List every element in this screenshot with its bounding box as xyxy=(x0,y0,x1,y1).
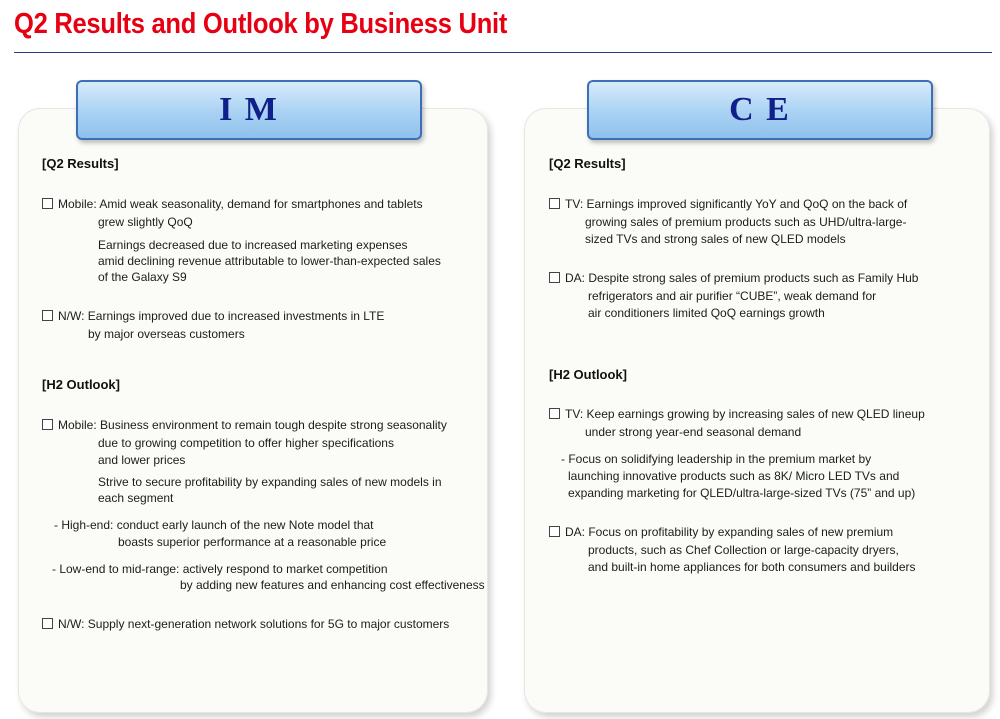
page-title: Q2 Results and Outlook by Business Unit xyxy=(14,8,508,40)
im-q2-mobile-line4: amid declining revenue attributable to lower-than-expected sales xyxy=(98,254,441,268)
im-h2-nw-line1: N/W: Supply next-generation network solutions for 5G to major customers xyxy=(58,617,450,631)
im-q2-nw-item xyxy=(42,308,384,324)
ce-h2-focus-line1: - Focus on solidifying leadership in the premium market by xyxy=(561,452,872,466)
checkbox-icon xyxy=(549,272,560,283)
im-h2-heading: [H2 Outlook] xyxy=(42,377,120,392)
ce-h2-heading: [H2 Outlook] xyxy=(549,367,627,382)
im-h2-mobile-line5: each segment xyxy=(98,491,174,505)
im-h2-mobile-line3: and lower prices xyxy=(98,453,186,467)
ce-h2-focus-line2: launching innovative products such as 8K/ Micro LED TVs and xyxy=(568,469,900,483)
ce-h2-focus-line3: expanding marketing for QLED/ultra-large-sized TVs (75” and up) xyxy=(568,486,916,500)
ce-header: C E xyxy=(587,80,933,140)
im-h2-highend-line1: - High-end: conduct early launch of the new Note model that xyxy=(54,518,374,532)
im-q2-nw-line1: N/W: Earnings improved due to increased investments in LTE xyxy=(58,309,385,323)
ce-q2-tv-line1: TV: Earnings improved significantly YoY and QoQ on the back of xyxy=(565,197,908,211)
checkbox-icon xyxy=(42,198,53,209)
im-q2-mobile-line2: grew slightly QoQ xyxy=(98,215,193,229)
im-q2-mobile-line1: Mobile: Amid weak seasonality, demand for smartphones and tablets xyxy=(58,197,423,211)
ce-q2-tv-line2: growing sales of premium products such as UHD/ultra-large- xyxy=(585,215,907,229)
ce-h2-tv-line2: under strong year-end seasonal demand xyxy=(585,425,802,439)
ce-q2-tv-item xyxy=(549,196,907,212)
ce-q2-heading: [Q2 Results] xyxy=(549,156,626,171)
ce-q2-da-item xyxy=(549,270,918,286)
im-h2-lowend-line2: by adding new features and enhancing cost effectiveness xyxy=(180,578,485,592)
ce-q2-da-line3: air conditioners limited QoQ earnings growth xyxy=(588,306,825,320)
checkbox-icon xyxy=(549,408,560,419)
im-h2-mobile-item xyxy=(42,417,447,433)
title-divider xyxy=(14,52,992,53)
checkbox-icon xyxy=(549,198,560,209)
im-q2-mobile-item xyxy=(42,196,423,212)
ce-q2-da-line1: DA: Despite strong sales of premium products such as Family Hub xyxy=(565,271,919,285)
im-h2-highend-line2: boasts superior performance at a reasonable price xyxy=(118,535,387,549)
im-h2-mobile-line2: due to growing competition to offer higher specifications xyxy=(98,436,394,450)
ce-h2-da-line2: products, such as Chef Collection or large-capacity dryers, xyxy=(588,543,899,557)
im-header: I M xyxy=(76,80,422,140)
im-q2-mobile-line3: Earnings decreased due to increased marketing expenses xyxy=(98,238,408,252)
ce-h2-tv-item xyxy=(549,406,925,422)
ce-h2-da-item xyxy=(549,524,893,540)
ce-h2-da-line3: and built-in home appliances for both consumers and builders xyxy=(588,560,916,574)
im-q2-heading: [Q2 Results] xyxy=(42,156,119,171)
im-h2-nw-item xyxy=(42,616,449,632)
im-h2-lowend-line1: - Low-end to mid-range: actively respond to market competition xyxy=(52,562,388,576)
ce-h2-da-line1: DA: Focus on profitability by expanding sales of new premium xyxy=(565,525,894,539)
checkbox-icon xyxy=(42,310,53,321)
ce-h2-tv-line1: TV: Keep earnings growing by increasing sales of new QLED lineup xyxy=(565,407,925,421)
im-q2-nw-line2: by major overseas customers xyxy=(88,327,245,341)
ce-q2-tv-line3: sized TVs and strong sales of new QLED models xyxy=(585,232,846,246)
im-q2-mobile-line5: of the Galaxy S9 xyxy=(98,270,187,284)
im-h2-mobile-line4: Strive to secure profitability by expanding sales of new models in xyxy=(98,475,442,489)
im-h2-mobile-line1: Mobile: Business environment to remain tough despite strong seasonality xyxy=(58,418,447,432)
checkbox-icon xyxy=(42,419,53,430)
checkbox-icon xyxy=(549,526,560,537)
checkbox-icon xyxy=(42,618,53,629)
ce-q2-da-line2: refrigerators and air purifier “CUBE”, weak demand for xyxy=(588,289,877,303)
